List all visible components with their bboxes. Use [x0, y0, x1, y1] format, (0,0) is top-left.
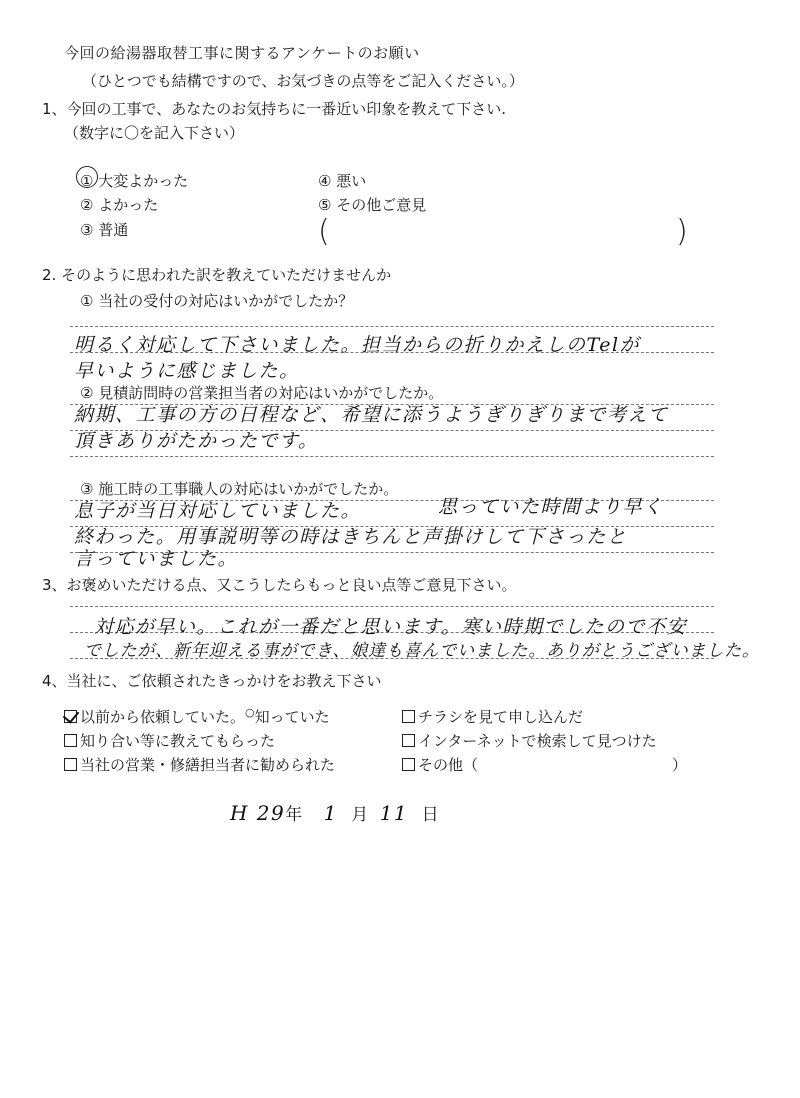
q4-option-sales-staff[interactable]: [64, 754, 335, 775]
checkbox-icon[interactable]: [64, 734, 77, 747]
q4-option-1-note: 知っていた: [254, 708, 330, 726]
q1-option-3[interactable]: ③ 普通: [80, 221, 129, 239]
survey-subtitle: （ひとつでも結構ですので、お気づきの点等をご記入ください。）: [82, 72, 524, 90]
checkbox-icon[interactable]: [64, 758, 77, 771]
answer-line: [70, 606, 714, 607]
q1-question: 1、今回の工事で、あなたのお気持ちに一番近い印象を教えて下さい.: [42, 100, 507, 118]
checked-checkbox-icon[interactable]: [64, 710, 77, 723]
answer-line: [70, 326, 714, 327]
q3-answer-line1: 対応が早い。これが一番だと思います。寒い時期でしたので不安: [94, 616, 687, 638]
q1-other-paren-open: (: [318, 214, 330, 249]
date-day-label: 日: [421, 805, 439, 825]
date-month: 1: [323, 801, 338, 825]
q2-answer3-line1a: 息子が当日対応していました。: [74, 500, 362, 522]
q1-option-5[interactable]: ⑤ その他ご意見: [318, 196, 427, 214]
date-year-label: 年: [285, 805, 303, 825]
q2-sub1: ① 当社の受付の対応はいかがでしたか？: [80, 292, 354, 310]
date-era: H 29: [230, 801, 286, 825]
q3-question: 3、お褒めいただける点、又こうしたらもっと良い点等ご意見下さい。: [42, 576, 517, 594]
date-month-label: 月: [351, 805, 369, 825]
q1-other-paren-close: ): [676, 214, 688, 249]
q4-option-6-label: その他（: [418, 756, 479, 774]
q4-option-5-label: インターネットで検索して見つけた: [418, 732, 657, 750]
q2-answer1-line1: 明るく対応して下さいました。担当からの折りかえしのTelが: [74, 334, 641, 356]
q2-answer3-line2: 終わった。用事説明等の時はきちんと声掛けして下さったと: [74, 526, 628, 548]
answer-line: [70, 456, 714, 457]
date-field: [230, 800, 439, 825]
q4-option-previous-request[interactable]: [64, 706, 330, 727]
q2-answer1-line2: 早いように感じました。: [74, 360, 300, 382]
q4-option-1-label: 以前から依頼していた。: [80, 708, 246, 726]
q1-option-4[interactable]: ④ 悪い: [318, 172, 367, 190]
q2-answer2-line2: 頂きありがたかったです。: [74, 430, 319, 452]
checkbox-icon[interactable]: [402, 758, 415, 771]
survey-title: 今回の給湯器取替工事に関するアンケートのお願い: [64, 44, 420, 62]
q4-option-other-close: ）: [672, 756, 688, 774]
q4-option-acquaintance[interactable]: [64, 730, 275, 751]
q4-question: 4、当社に、ご依頼されたきっかけをお教え下さい: [42, 672, 382, 690]
q2-question: 2. そのように思われた訳を教えていただけませんか: [42, 266, 392, 284]
checkbox-icon[interactable]: [402, 734, 415, 747]
q4-option-flyer[interactable]: [402, 706, 583, 727]
q4-option-internet[interactable]: [402, 730, 657, 751]
q4-option-3-label: 当社の営業・修繕担当者に勧められた: [80, 756, 336, 774]
q1-option-1[interactable]: ① 大変よかった: [80, 172, 189, 190]
q1-option-2[interactable]: ② よかった: [80, 196, 159, 214]
q1-instruction: （数字に〇を記入下さい）: [64, 124, 245, 142]
checkbox-icon[interactable]: [402, 710, 415, 723]
circle-mark-icon: ○: [245, 706, 255, 719]
q2-sub3: ③ 施工時の工事職人の対応はいかがでしたか。: [80, 480, 399, 498]
q2-sub2: ② 見積訪問時の営業担当者の対応はいかがでしたか。: [80, 384, 444, 402]
q2-answer3-line1b: 思っていた時間より早く: [438, 496, 664, 518]
date-day: 11: [379, 801, 409, 825]
q4-option-2-label: 知り合い等に教えてもらった: [80, 732, 276, 750]
q4-option-4-label: チラシを見て申し込んだ: [418, 708, 584, 726]
q3-answer-line2: でしたが、新年迎える事ができ、娘達も喜んでいました。ありがとうございました。: [84, 641, 760, 661]
q4-option-other[interactable]: [402, 754, 478, 775]
q2-answer3-line3: 言っていました。: [74, 548, 239, 570]
q2-answer2-line1: 納期、工事の方の日程など、希望に添うようぎりぎりまで考えて: [74, 404, 669, 426]
